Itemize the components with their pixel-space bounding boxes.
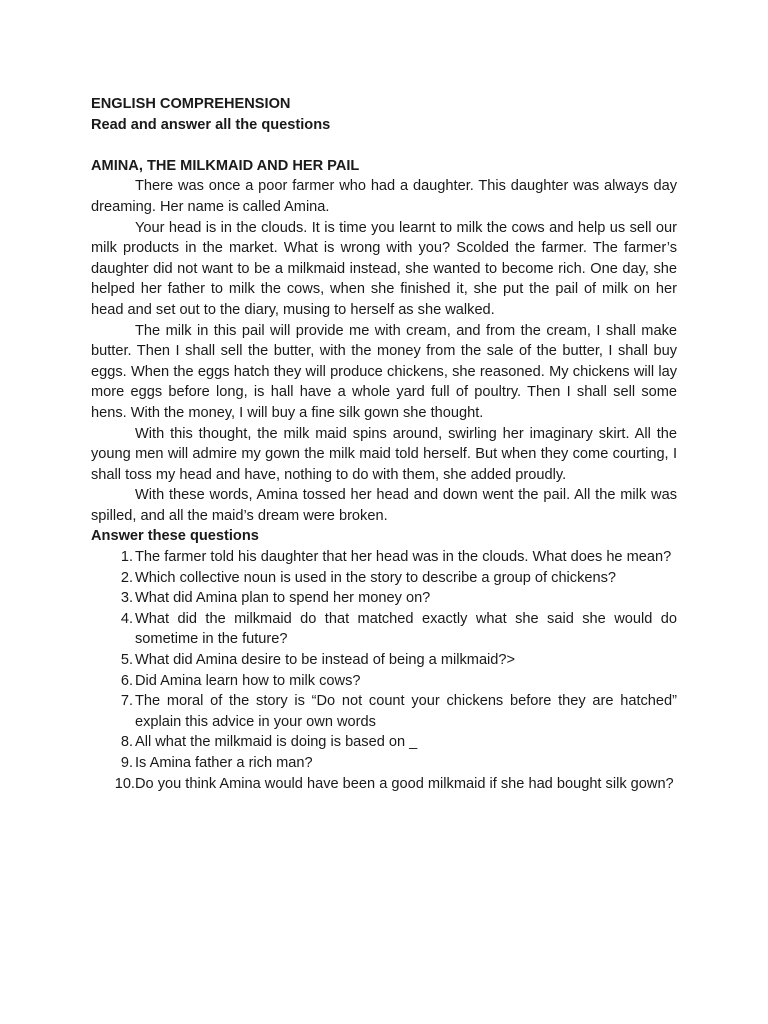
question-item: [91, 547, 677, 568]
question-item: [91, 650, 677, 671]
question-item: [91, 774, 677, 795]
story-title: AMINA, THE MILKMAID AND HER PAIL: [91, 157, 360, 174]
question-text: Is Amina father a rich man?: [135, 755, 313, 771]
question-text: Did Amina learn how to milk cows?: [135, 672, 361, 689]
question-text: Do you think Amina would have been a good milkmaid if she had bought silk gown?: [135, 775, 674, 792]
story-paragraph-4: With this thought, the milk maid spins around, swirling her imaginary skirt. All the young men will admire my gown the milk maid told herself. But when they come courting, I shall toss my head and have, nothing to do with them, she added proudly.: [91, 425, 677, 483]
question-text: All what the milkmaid is doing is based on _: [135, 734, 418, 751]
question-number: 9.: [120, 755, 133, 771]
question-text: The moral of the story is “Do not count your chickens before they are hatched” explain this advice in your own words: [135, 693, 677, 730]
question-number: 4.: [120, 610, 133, 627]
question-item: [91, 691, 677, 732]
question-item: [91, 609, 677, 650]
question-item: [91, 671, 677, 692]
question-item: [91, 753, 677, 774]
story-paragraph-5: With these words, Amina tossed her head and down went the pail. All the milk was spilled, and all the maid’s dream were broken.: [91, 487, 677, 524]
question-number: 8.: [120, 734, 133, 751]
question-number: 6.: [120, 672, 133, 689]
question-item: [91, 732, 677, 753]
question-number: 5.: [120, 652, 133, 669]
document-title: ENGLISH COMPREHENSION: [91, 96, 291, 112]
document-instruction: Read and answer all the questions: [91, 116, 331, 133]
question-number: 1.: [120, 549, 133, 566]
question-number: 2.: [120, 569, 133, 586]
question-text: What did Amina desire to be instead of being a milkmaid?>: [135, 652, 516, 669]
question-text: What did Amina plan to spend her money on?: [135, 590, 431, 607]
spacer: [91, 135, 677, 156]
question-text: The farmer told his daughter that her head was in the clouds. What does he mean?: [135, 549, 672, 566]
question-item: [91, 588, 677, 609]
question-text: What did the milkmaid do that matched exactly what she said she would do sometime in the future?: [135, 610, 677, 648]
questions-list: [91, 547, 677, 794]
story-paragraph-1: There was once a poor farmer who had a daughter. This daughter was always day dreaming. Her name is called Amina.: [91, 178, 677, 215]
question-number: 3.: [120, 590, 133, 607]
question-text: Which collective noun is used in the story to describe a group of chickens?: [135, 569, 617, 586]
question-item: [91, 568, 677, 589]
story-paragraph-2: Your head is in the clouds. It is time you learnt to milk the cows and help us sell our milk products in the market. What is wrong with you? Scolded the farmer. The farmer’s daughter did not want to be a milkmaid instead, she wanted to become rich. One day, she helped her father to milk the cows, when she finished it, she put the pail of milk on her head and set out to the diary, musing to herself as she walked.: [91, 219, 677, 318]
questions-heading: Answer these questions: [91, 528, 259, 545]
story-paragraph-3: The milk in this pail will provide me with cream, and from the cream, I shall make butter. Then I shall sell the butter, with the money from the sale of the butter, I shall buy eggs. When the eggs hatch they will produce chickens, she reasoned. My chickens will lay more eggs before long, is hall have a whole yard full of poultry. Then I shall sell some hens. With the money, I will buy a fine silk gown she thought.: [91, 322, 677, 421]
question-number: 7.: [120, 693, 133, 710]
question-number: 10.: [114, 775, 135, 792]
